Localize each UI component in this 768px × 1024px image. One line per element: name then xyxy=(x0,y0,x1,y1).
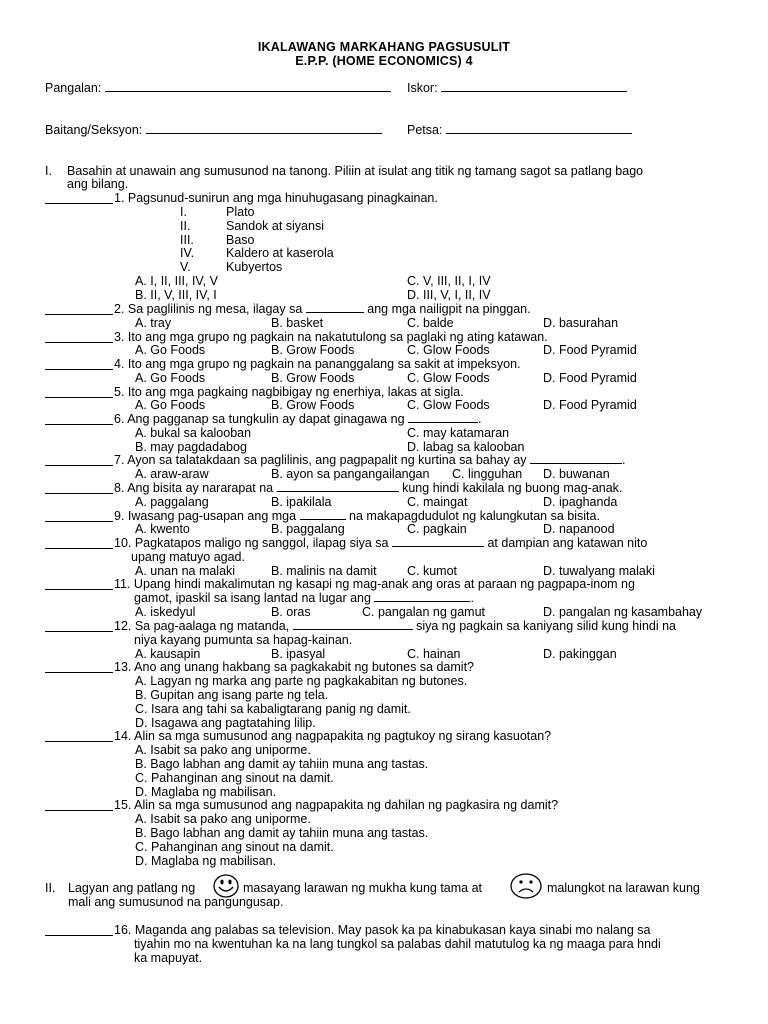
option-b: B. Grow Foods xyxy=(271,343,355,357)
question-1: 1. Pagsunud-sunirun ang mga hinuhugasang pinagkainan. xyxy=(114,191,438,205)
option-c: C. lingguhan xyxy=(452,467,523,481)
option-a: A. paggalang xyxy=(135,495,209,509)
grade-section-field xyxy=(45,123,382,137)
option-c: C. pagkain xyxy=(407,522,467,536)
part2-number: II. xyxy=(45,881,56,895)
option-b: B. Gupitan ang isang parte ng tela. xyxy=(135,688,329,702)
option-a: A. Go Foods xyxy=(135,343,206,357)
question-12: 12. Sa pag-aalaga ng matanda, siya ng pagkain sa kaniyang silid kung hindi na xyxy=(114,619,677,633)
option-a: A. araw-araw xyxy=(135,467,209,481)
list-item: Baso xyxy=(226,233,255,247)
question-11-cont: gamot, ipaskil sa isang lantad na lugar ang . xyxy=(134,591,474,605)
name-field xyxy=(45,81,391,95)
answer-blank-1[interactable] xyxy=(45,203,113,204)
option-a: A. kausapin xyxy=(135,647,201,661)
option-b: B. may pagdadabog xyxy=(135,440,247,454)
option-c: C. hainan xyxy=(407,647,461,661)
option-a: A. unan na malaki xyxy=(135,564,236,578)
answer-blank-15[interactable] xyxy=(45,810,113,811)
option-d: D. buwanan xyxy=(543,467,610,481)
answer-blank-14[interactable] xyxy=(45,741,113,742)
option-d: D. labag sa kalooban xyxy=(407,440,525,454)
question-2: 2. Sa paglilinis ng mesa, ilagay sa ang mga nailigpit na pinggan. xyxy=(114,302,531,316)
list-numeral: III. xyxy=(180,233,194,247)
option-a: A. Lagyan ng marka ang parte ng pagkakabitan ng butones. xyxy=(135,674,468,688)
part2-instruction-3: malungkot na larawan kung xyxy=(547,881,700,895)
option-c: C. Isara ang tahi sa kabaligtarang panig ng damit. xyxy=(135,702,411,716)
part1-number: I. xyxy=(45,164,52,178)
list-item: Kaldero at kaserola xyxy=(226,246,334,260)
answer-blank-12[interactable] xyxy=(45,631,113,632)
list-item: Plato xyxy=(226,205,255,219)
option-c: C. Glow Foods xyxy=(407,398,490,412)
option-a: A. bukal sa kalooban xyxy=(135,426,252,440)
question-14: 14. Alin sa mga sumusunod ang nagpapakita ng pagtukoy ng sirang kasuotan? xyxy=(114,729,552,743)
answer-blank-7[interactable] xyxy=(45,465,113,466)
list-numeral: IV. xyxy=(180,246,195,260)
option-c: C. pangalan ng gamut xyxy=(362,605,486,619)
grade-section-label: Baitang/Seksyon: xyxy=(45,123,143,137)
option-a: A. iskedyul xyxy=(135,605,196,619)
option-c: C. V, III, II, I, IV xyxy=(407,274,491,288)
question-4: 4. Ito ang mga grupo ng pagkain na pananggalang sa sakit at impeksyon. xyxy=(114,357,521,371)
option-c: C. Pahanginan ang sinout na damit. xyxy=(135,840,334,854)
option-b: B. ayon sa pangangailangan xyxy=(271,467,430,481)
score-blank[interactable] xyxy=(441,90,627,92)
fill-blank xyxy=(408,421,478,423)
option-b: B. Bago labhan ang damit ay tahiin muna ang tastas. xyxy=(135,757,429,771)
exam-title: IKALAWANG MARKAHANG PAGSUSULIT xyxy=(257,40,511,54)
question-13: 13. Ano ang unang hakbang sa pagkakabit ng butones sa damit? xyxy=(114,660,475,674)
option-c: C. balde xyxy=(407,316,454,330)
option-d: D. Food Pyramid xyxy=(543,371,637,385)
option-b: B. malinis na damit xyxy=(271,564,377,578)
question-15: 15. Alin sa mga sumusunod ang nagpapakita ng dahilan ng pagkasira ng damit? xyxy=(114,798,559,812)
answer-blank-3[interactable] xyxy=(45,342,113,343)
list-item: Kubyertos xyxy=(226,260,283,274)
option-a: A. Go Foods xyxy=(135,398,206,412)
option-b: B. Grow Foods xyxy=(271,371,355,385)
question-10: 10. Pagkatapos maligo ng sanggol, ilapag siya sa at dampian ang katawan nito xyxy=(114,536,648,550)
fill-blank xyxy=(530,462,622,464)
option-a: A. kwento xyxy=(135,522,190,536)
option-a: A. tray xyxy=(135,316,172,330)
answer-blank-11[interactable] xyxy=(45,589,113,590)
answer-blank-4[interactable] xyxy=(45,369,113,370)
question-16-cont: tiyahin mo na kwentuhan ka na lang tungkol sa palabas dahil matutulog ka ng maaga para hndi xyxy=(134,937,661,951)
date-label: Petsa: xyxy=(407,123,443,137)
list-numeral: V. xyxy=(180,260,191,274)
fill-blank xyxy=(300,518,346,520)
option-d: D. Maglaba ng mabilisan. xyxy=(135,854,277,868)
question-12-cont: niya kayang pumunta sa hapag-kainan. xyxy=(134,633,353,647)
question-9: 9. Iwasang pag-usapan ang mga na makapagdudulot ng kalungkutan sa bisita. xyxy=(114,509,600,523)
question-11: 11. Upang hindi makalimutan ng kasapi ng mag-anak ang oras at paraan ng pagpapa-inom ng xyxy=(114,577,635,591)
name-label: Pangalan: xyxy=(45,81,102,95)
answer-blank-10[interactable] xyxy=(45,548,113,549)
option-b: B. II, V, III, IV, I xyxy=(135,288,217,302)
question-7: 7. Ayon sa talatakdaan sa paglilinis, ang pagpapalit ng kurtina sa bahay ay . xyxy=(114,453,626,467)
option-d: D. basurahan xyxy=(543,316,619,330)
option-c: C. Pahanginan ang sinout na damit. xyxy=(135,771,334,785)
fill-blank xyxy=(374,600,470,602)
option-b: B. ipasyal xyxy=(271,647,326,661)
part2-instruction-1: Lagyan ang patlang ng xyxy=(68,881,196,895)
option-b: B. basket xyxy=(271,316,324,330)
option-b: B. oras xyxy=(271,605,311,619)
answer-blank-13[interactable] xyxy=(45,672,113,673)
option-a: A. Go Foods xyxy=(135,371,206,385)
option-d: D. Food Pyramid xyxy=(543,343,637,357)
fill-blank xyxy=(306,311,364,313)
option-d: D. Food Pyramid xyxy=(543,398,637,412)
exam-subtitle: E.P.P. (HOME ECONOMICS) 4 xyxy=(295,54,473,68)
question-3: 3. Ito ang mga grupo ng pagkain na nakatutulong sa paglaki ng ating katawan. xyxy=(114,330,548,344)
question-8: 8. Ang bisita ay nararapat na kung hindi kakilala ng buong mag-anak. xyxy=(114,481,623,495)
option-c: C. kumot xyxy=(407,564,458,578)
question-6: 6. Ang pagganap sa tungkulin ay dapat ginagawa ng . xyxy=(114,412,482,426)
option-d: D. III, V, I, II, IV xyxy=(407,288,491,302)
option-d: D. ipaghanda xyxy=(543,495,618,509)
name-blank[interactable] xyxy=(105,90,391,92)
part2-instruction-cont: mali ang sumusunod na pangungusap. xyxy=(68,895,284,909)
option-d: D. pangalan ng kasambahay xyxy=(543,605,703,619)
fill-blank xyxy=(392,545,484,547)
list-item: Sandok at siyansi xyxy=(226,219,324,233)
option-d: D. Maglaba ng mabilisan. xyxy=(135,785,277,799)
part1-instruction: Basahin at unawain ang sumusunod na tanong. Piliin at isulat ang titik ng tamang sagot sa patlang bago xyxy=(67,164,644,178)
question-16-cont: ka mapuyat. xyxy=(134,951,203,965)
option-a: A. I, II, III, IV, V xyxy=(135,274,218,288)
option-b: B. Grow Foods xyxy=(271,398,355,412)
option-b: B. paggalang xyxy=(271,522,345,536)
option-a: A. Isabit sa pako ang uniporme. xyxy=(135,743,311,757)
answer-blank-8[interactable] xyxy=(45,493,113,494)
fill-blank xyxy=(293,628,413,630)
date-field xyxy=(407,123,632,137)
part1-instruction-cont: ang bilang. xyxy=(67,177,129,191)
option-a: A. Isabit sa pako ang uniporme. xyxy=(135,812,311,826)
fill-blank xyxy=(277,490,399,492)
option-d: D. pakinggan xyxy=(543,647,617,661)
answer-blank-16[interactable] xyxy=(45,935,113,936)
grade-section-blank[interactable] xyxy=(146,132,382,134)
option-c: C. Glow Foods xyxy=(407,343,490,357)
list-numeral: II. xyxy=(180,219,191,233)
option-c: C. maingat xyxy=(407,495,468,509)
sad-face-icon xyxy=(509,872,543,900)
score-field xyxy=(407,81,627,95)
answer-blank-5[interactable] xyxy=(45,397,113,398)
score-label: Iskor: xyxy=(407,81,438,95)
question-16: 16. Maganda ang palabas sa television. May pasok ka pa kinabukasan kaya sinabi mo nalang sa xyxy=(114,923,651,937)
option-d: D. tuwalyang malaki xyxy=(543,564,655,578)
list-numeral: I. xyxy=(180,205,187,219)
date-blank[interactable] xyxy=(446,132,632,134)
answer-blank-9[interactable] xyxy=(45,521,113,522)
answer-blank-6[interactable] xyxy=(45,424,113,425)
answer-blank-2[interactable] xyxy=(45,314,113,315)
option-c: C. may katamaran xyxy=(407,426,510,440)
option-c: C. Glow Foods xyxy=(407,371,490,385)
option-b: B. ipakilala xyxy=(271,495,332,509)
option-d: D. napanood xyxy=(543,522,615,536)
question-5: 5. Ito ang mga pagkaing nagbibigay ng enerhiya, lakas at sigla. xyxy=(114,385,464,399)
question-10-cont: upang matuyo agad. xyxy=(131,550,245,564)
option-b: B. Bago labhan ang damit ay tahiin muna ang tastas. xyxy=(135,826,429,840)
part2-instruction-2: masayang larawan ng mukha kung tama at xyxy=(243,881,483,895)
option-d: D. Isagawa ang pagtatahing lilip. xyxy=(135,716,316,730)
